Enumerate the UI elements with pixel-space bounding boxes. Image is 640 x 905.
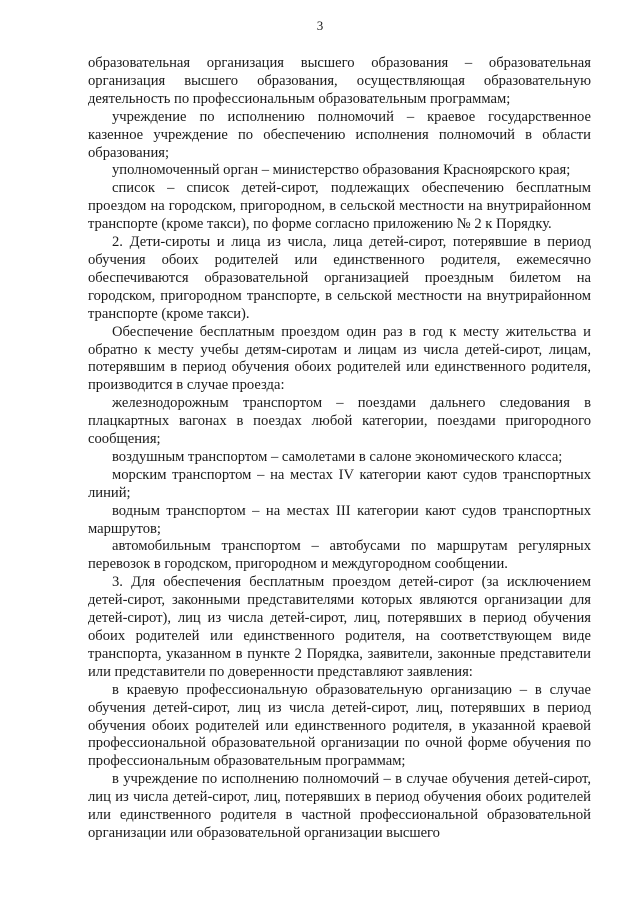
paragraph-air-transport: воздушным транспортом – самолетами в салоне экономического класса; [112, 448, 563, 465]
document-body [88, 55, 591, 843]
paragraph-definition-list: список – список детей-сирот, подлежащих обеспечению бесплатным проездом на городском, пригородном, в сельской местности на внутрирайонном транспорте (кроме такси), по форме согласно приложению № 2 к Порядку. [88, 180, 591, 233]
paragraph-institution-authority: в учреждение по исполнению полномочий – в случае обучения детей-сирот, лиц из числа детей-сирот, лиц, потерявших в период обучения обоих родителей или единственного родителя в частной профессиональной образовательной организации или образовательной организации высшего [88, 771, 591, 841]
paragraph-railway-transport: железнодорожным транспортом – поездами дальнего следования в плацкартных вагонах в поездах любой категории, поездами пригородного сообщения; [88, 395, 591, 448]
paragraph-definition-higher-education-org: образовательная организация высшего образования – образовательная организация высшего образования, осуществляющая образовательную деятельность по профессиональным образовательным программам; [88, 55, 591, 107]
paragraph-regional-professional-org: в краевую профессиональную образовательную организацию – в случае обучения детей-сирот, лиц из числа детей-сирот, лиц, потерявших в период обучения обоих родителей или единственного родителя, в указанной краевой профессиональной образовательной организации по очной форме обучения по профессиональным образовательным программам; [88, 681, 591, 770]
paragraph-water-transport: водным транспортом – на местах III категории кают судов транспортных маршрутов; [88, 502, 591, 537]
paragraph-sea-transport: морским транспортом – на местах IV категории кают судов транспортных линий; [88, 466, 591, 501]
paragraph-road-transport: автомобильным транспортом – автобусами по маршрутам регулярных перевозок в городском, пригородном и междугородном сообщении. [88, 538, 591, 573]
paragraph-annual-travel: Обеспечение бесплатным проездом один раз в год к месту жительства и обратно к месту учебы детям-сиротам и лицам из числа детей-сирот, лицам, потерявшим в период обучения обоих родителей или единственного родителя, производится в случае проезда: [88, 323, 591, 394]
paragraph-definition-institution: учреждение по исполнению полномочий – краевое государственное казенное учреждение по обеспечению исполнения полномочий в области образования; [88, 108, 591, 161]
paragraph-item-3: 3. Для обеспечения бесплатным проездом детей-сирот (за исключением детей-сирот, законными представителями которых являются организации для детей-сирот), лиц из числа детей-сирот, лиц, потерявших в период обучения обоих родителей или единственного родителя, на соответствующем виде транспорта, указанном в пункте 2 Порядка, заявители, законные представители или представители по доверенности представляют заявления: [88, 574, 591, 680]
paragraph-item-2: 2. Дети-сироты и лица из числа, лица детей-сирот, потерявшие в период обучения обоих родителей или единственного родителя, ежемесячно обеспечиваются образовательной организацией проездным билетом на городском, пригородном транспорте, в сельской местности на внутрирайонном транспорте (кроме такси). [88, 234, 591, 322]
paragraph-definition-authorized-body: уполномоченный орган – министерство образования Красноярского края; [112, 162, 571, 179]
page-number: 3 [316, 18, 324, 33]
